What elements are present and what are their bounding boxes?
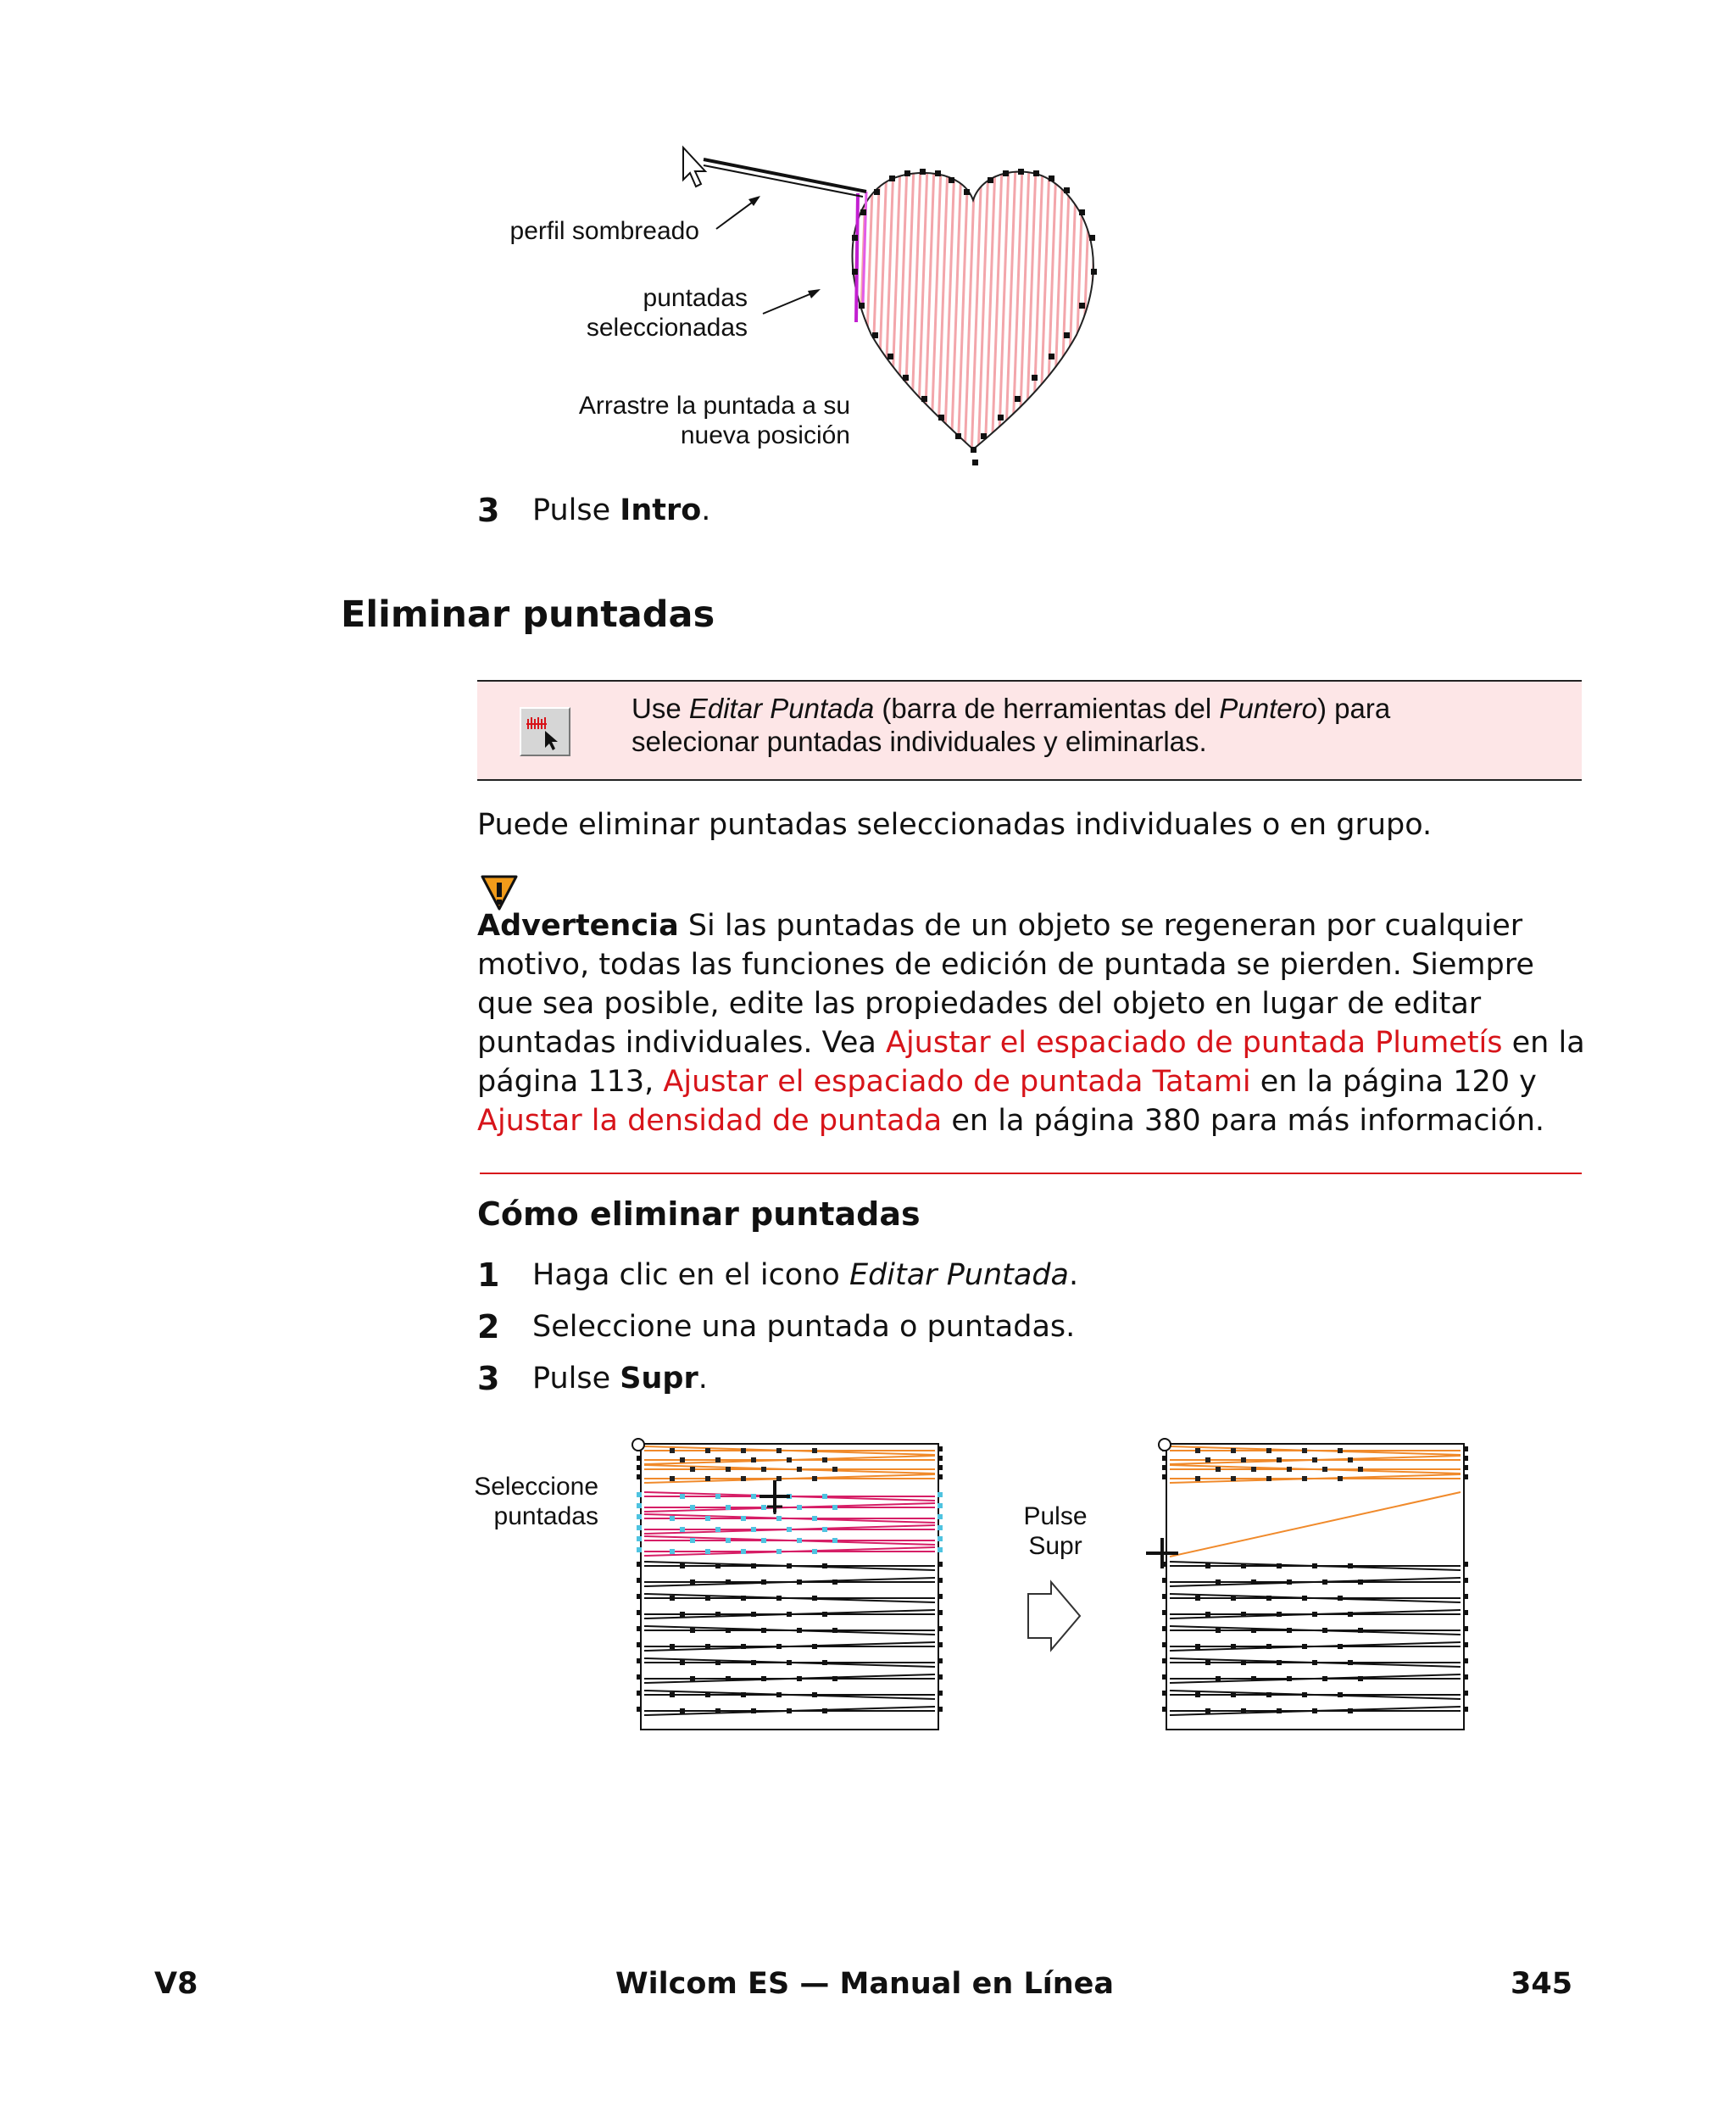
- warning-paragraph: Advertencia Si las puntadas de un objeto se regeneran por cualquier motivo, todas las funciones de edición de puntada se pierden. Siempre que sea posible, edite las propiedades del objeto en lugar de editar puntadas individuales. Vea Ajustar el espaciado de puntada Plumetís en la página 113, Ajustar el espaciado de puntada Tatami en la página 120 y Ajustar la densidad de puntada en la página 380 para más información.: [477, 909, 1585, 1138]
- figure-label-selected-2: seleccionadas: [586, 314, 748, 342]
- section-title: Eliminar puntadas: [341, 593, 715, 636]
- step-3-text: Pulse Supr.: [532, 1362, 708, 1396]
- selected-stitch: [856, 193, 858, 322]
- link-plumetis-spacing[interactable]: Ajustar el espaciado de puntada Plumetís: [886, 1026, 1503, 1060]
- tip-text: Use Editar Puntada (barra de herramientas del Puntero) para selecionar puntadas individuales y eliminarlas.: [632, 693, 1391, 757]
- right-arrow-icon: [1028, 1582, 1080, 1650]
- key-intro: Intro: [620, 493, 702, 527]
- tip-box: [477, 680, 1582, 781]
- tool-name: Editar Puntada: [688, 693, 875, 724]
- step-2-text: Seleccione una puntada o puntadas.: [532, 1310, 1076, 1344]
- figure-label-press-1: Pulse: [1023, 1502, 1088, 1530]
- step-1-number: 1: [477, 1256, 500, 1294]
- warning-divider: [480, 1173, 1582, 1174]
- figure-label-select-2: puntadas: [493, 1502, 598, 1530]
- cursor-icon: [683, 148, 705, 187]
- figure-label-outline: perfil sombreado: [509, 217, 699, 245]
- before-panel: [632, 1439, 943, 1730]
- step-1-text: Haga clic en el icono Editar Puntada.: [532, 1258, 1079, 1292]
- edit-stitch-icon[interactable]: [520, 707, 570, 756]
- intro-paragraph: Puede eliminar puntadas seleccionadas individuales o en grupo.: [477, 808, 1433, 842]
- footer-version: V8: [154, 1967, 198, 2001]
- key-supr: Supr: [620, 1362, 698, 1396]
- footer-page-number: 345: [1511, 1967, 1573, 2001]
- footer-title: Wilcom ES — Manual en Línea: [615, 1967, 1115, 2001]
- figure-label-selected-1: puntadas: [643, 284, 748, 312]
- link-stitch-density[interactable]: Ajustar la densidad de puntada: [477, 1104, 943, 1138]
- after-panel: [1146, 1439, 1468, 1730]
- toolbar-name: Puntero: [1219, 693, 1317, 724]
- link-tatami-spacing[interactable]: Ajustar el espaciado de puntada Tatami: [663, 1065, 1251, 1099]
- procedure-title: Cómo eliminar puntadas: [477, 1195, 921, 1233]
- figure-label-drag-2: nueva posición: [680, 421, 850, 449]
- step-3-number: 3: [477, 1360, 500, 1397]
- step-2-number: 2: [477, 1308, 500, 1345]
- heart-stitch-figure: [661, 136, 1136, 475]
- figure-label-drag-1: Arrastre la puntada a su: [578, 392, 850, 420]
- warning-label: Advertencia: [477, 909, 679, 943]
- step-text: Pulse Intro.: [532, 493, 711, 527]
- figure-label-select-1: Seleccione: [474, 1473, 598, 1501]
- step-number: 3: [477, 492, 500, 529]
- delete-stitches-figure: [627, 1433, 1475, 1738]
- figure-label-press-2: Supr: [1028, 1532, 1082, 1560]
- crosshair-icon-after: [1146, 1538, 1178, 1568]
